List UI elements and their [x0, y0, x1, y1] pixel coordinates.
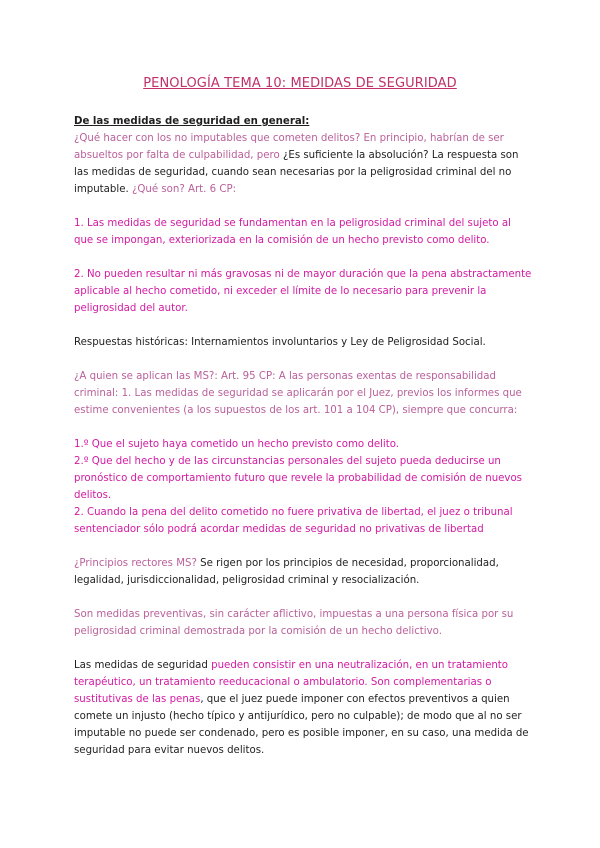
- section-heading: De las medidas de seguridad en general:: [74, 116, 310, 127]
- art95-intro: ¿A quien se aplican las MS?: Art. 95 CP: A las personas exentas de responsabilidad criminal: 1. Las medidas de seguridad se aplicarán por el Juez, previos los informes que estime convenientes (a los supuestos de los art. 101 a 104 CP), siempre que concurra:: [74, 371, 522, 416]
- document-body: [74, 113, 532, 776]
- art6-paragraph-1: 1. Las medidas de seguridad se fundamentan en la peligrosidad criminal del sujeto al que se impongan, exteriorizada en la comisión de un hecho previsto como delito.: [74, 218, 511, 246]
- art95-condition-1: 1.º Que el sujeto haya cometido un hecho previsto como delito.: [74, 439, 400, 450]
- consist-lead: Las medidas de seguridad: [74, 660, 208, 671]
- art95-conditions: [74, 436, 532, 538]
- paragraph-intro: [74, 113, 532, 198]
- principles-question: ¿Principios rectores MS?: [74, 558, 197, 569]
- principles-paragraph: [74, 555, 532, 589]
- art6-paragraph-2: 2. No pueden resultar ni más gravosas ni de mayor duración que la pena abstractamente aplicable al hecho cometido, ni exceder el límite de lo necesario para prevenir la peligrosidad del autor.: [74, 269, 532, 314]
- art95-condition-3: 2. Cuando la pena del delito cometido no fuere privativa de libertad, el juez o tribunal sentenciador sólo podrá acordar medidas de seguridad no privativas de libertad: [74, 507, 513, 535]
- historical-responses: Respuestas históricas: Internamientos involuntarios y Ley de Peligrosidad Social.: [74, 337, 486, 348]
- page-title: PENOLOGÍA TEMA 10: MEDIDAS DE SEGURIDAD: [143, 76, 457, 91]
- principles-answer: Se rigen por los principios de necesidad, proporcionalidad, legalidad, jurisdiccionalidad, peligrosidad criminal y resocialización.: [74, 558, 499, 586]
- consist-paragraph: [74, 657, 532, 759]
- intro-question: ¿Qué hacer con los no imputables que cometen delitos? En principio, habrían de ser absueltos por falta de culpabilidad, pero: [74, 133, 504, 161]
- art95-condition-2: 2.º Que del hecho y de las circunstancias personales del sujeto pueda deducirse un pronóstico de comportamiento futuro que revele la probabilidad de comisión de nuevos delitos.: [74, 456, 522, 501]
- intro-article: ¿Qué son? Art. 6 CP:: [128, 184, 237, 195]
- consist-highlight: pueden consistir en una neutralización, en un tratamiento terapéutico, un tratamiento reeducacional o ambulatorio. Son complementarias o sustitutivas de las penas: [74, 660, 509, 705]
- consist-rest: , que el juez puede imponer con efectos preventivos a quien comete un injusto (hecho típico y antijurídico, pero no culpable); de modo que al no ser imputable no puede ser condenado, pero es posible imponer, en su caso, una medida de seguridad para evitar nuevos delitos.: [74, 694, 529, 756]
- preventive-paragraph: Son medidas preventivas, sin carácter aflictivo, impuestas a una persona física por su peligrosidad criminal demostrada por la comisión de un hecho delictivo.: [74, 609, 514, 637]
- intro-body: ¿Es suficiente la absolución? La respuesta son las medidas de seguridad, cuando sean necesarias por la peligrosidad criminal del no imputable.: [74, 150, 519, 195]
